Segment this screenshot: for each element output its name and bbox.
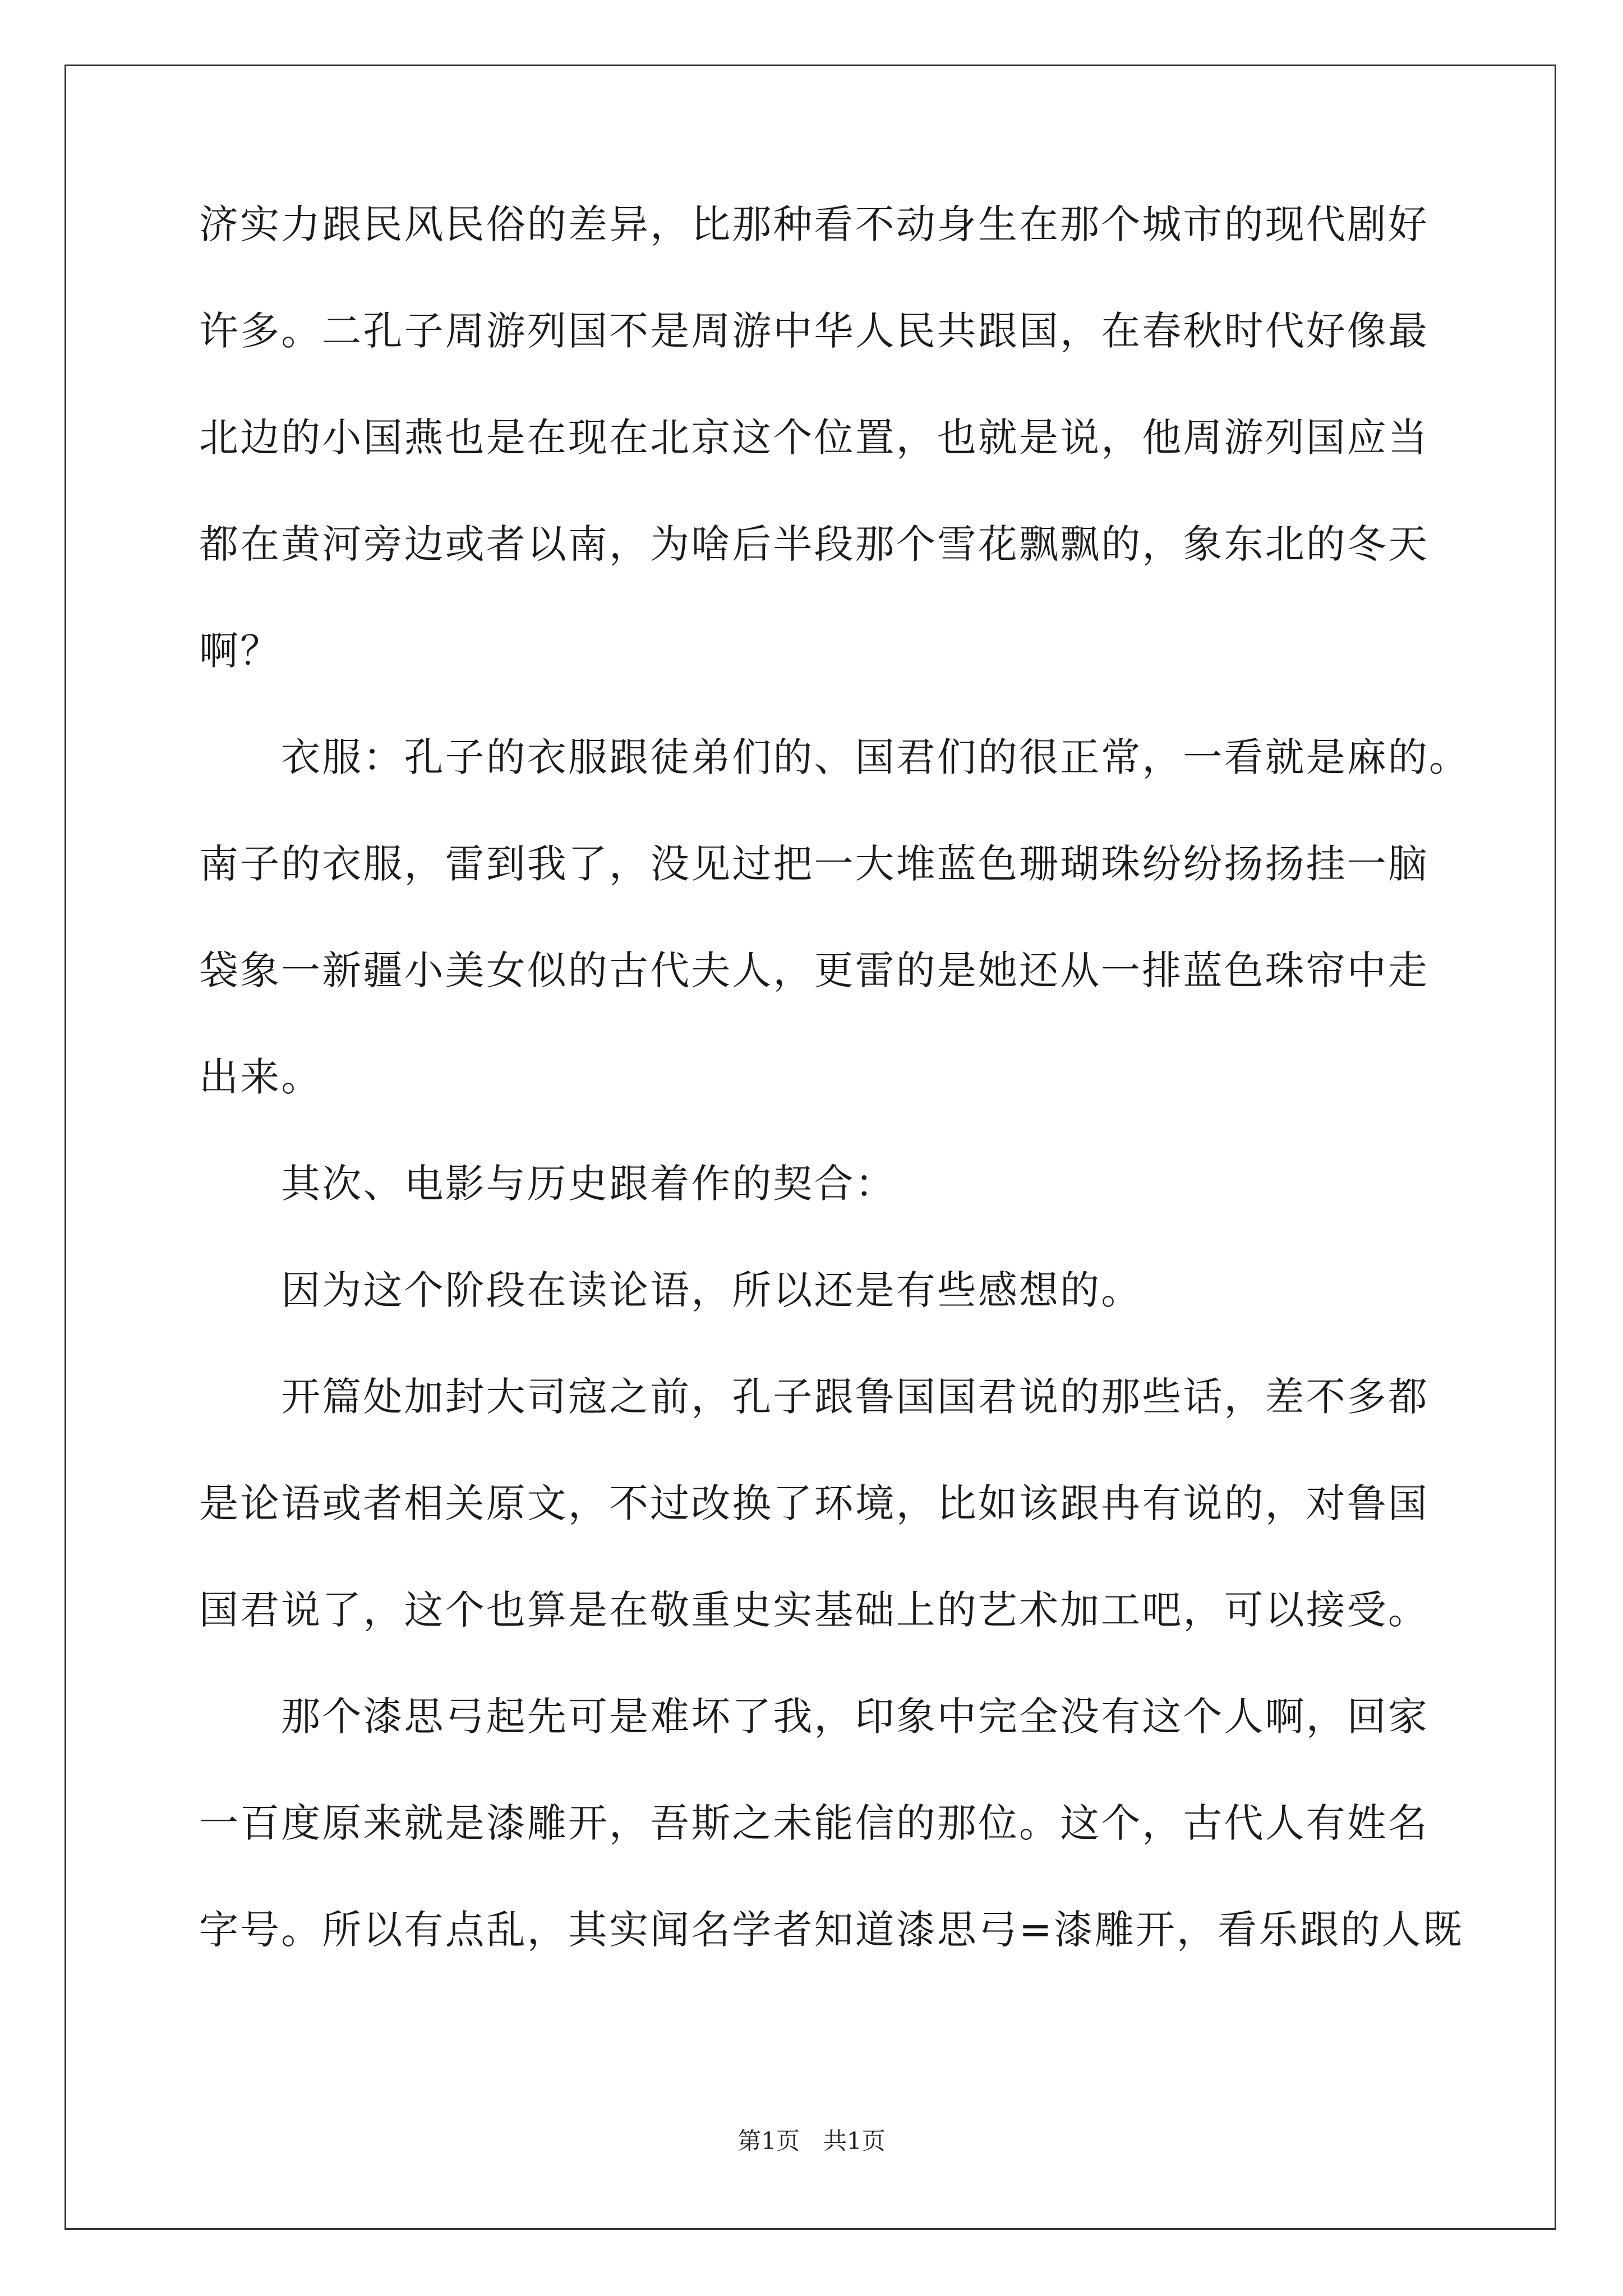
text-line: 袋象一新疆小美女似的古代夫人，更雷的是她还从一排蓝色珠帘中走	[199, 947, 1429, 993]
paragraph-line: 衣服：孔子的衣服跟徒弟们的、国君们的很正常，一看就是麻的。	[199, 734, 1470, 780]
page-border	[64, 65, 1556, 2230]
page-number-footer: 第1页 共1页	[737, 2127, 886, 2155]
text-line: 北边的小国燕也是在现在北京这个位置，也就是说，他周游列国应当	[199, 415, 1429, 461]
paragraph-line: 开篇处加封大司寇之前，孔子跟鲁国国君说的那些话，差不多都	[199, 1374, 1429, 1420]
text-line: 一百度原来就是漆雕开，吾斯之未能信的那位。这个，古代人有姓名	[199, 1800, 1429, 1846]
text-line: 是论语或者相关原文，不过改换了环境，比如该跟冉有说的，对鲁国	[199, 1480, 1429, 1526]
paragraph-line: 其次、电影与历史跟着作的契合：	[199, 1161, 896, 1207]
text-line: 字号。所以有点乱，其实闻名学者知道漆思弓=漆雕开，看乐跟的人既	[199, 1907, 1464, 1953]
text-line: 都在黄河旁边或者以南，为啥后半段那个雪花飘飘的，象东北的冬天	[199, 521, 1429, 567]
text-line: 许多。二孔子周游列国不是周游中华人民共跟国，在春秋时代好像最	[199, 308, 1429, 354]
text-line: 南子的衣服，雷到我了，没见过把一大堆蓝色珊瑚珠纷纷扬扬挂一脑	[199, 841, 1429, 887]
text-line: 济实力跟民风民俗的差异，比那种看不动身生在那个城市的现代剧好	[199, 201, 1429, 247]
paragraph-line: 因为这个阶段在读论语，所以还是有些感想的。	[199, 1267, 1142, 1313]
text-line: 出来。	[199, 1054, 322, 1100]
paragraph-line: 那个漆思弓起先可是难坏了我，印象中完全没有这个人啊，回家	[199, 1694, 1429, 1740]
text-line: 啊？	[199, 628, 282, 674]
text-line: 国君说了，这个也算是在敬重史实基础上的艺术加工吧，可以接受。	[199, 1587, 1429, 1633]
